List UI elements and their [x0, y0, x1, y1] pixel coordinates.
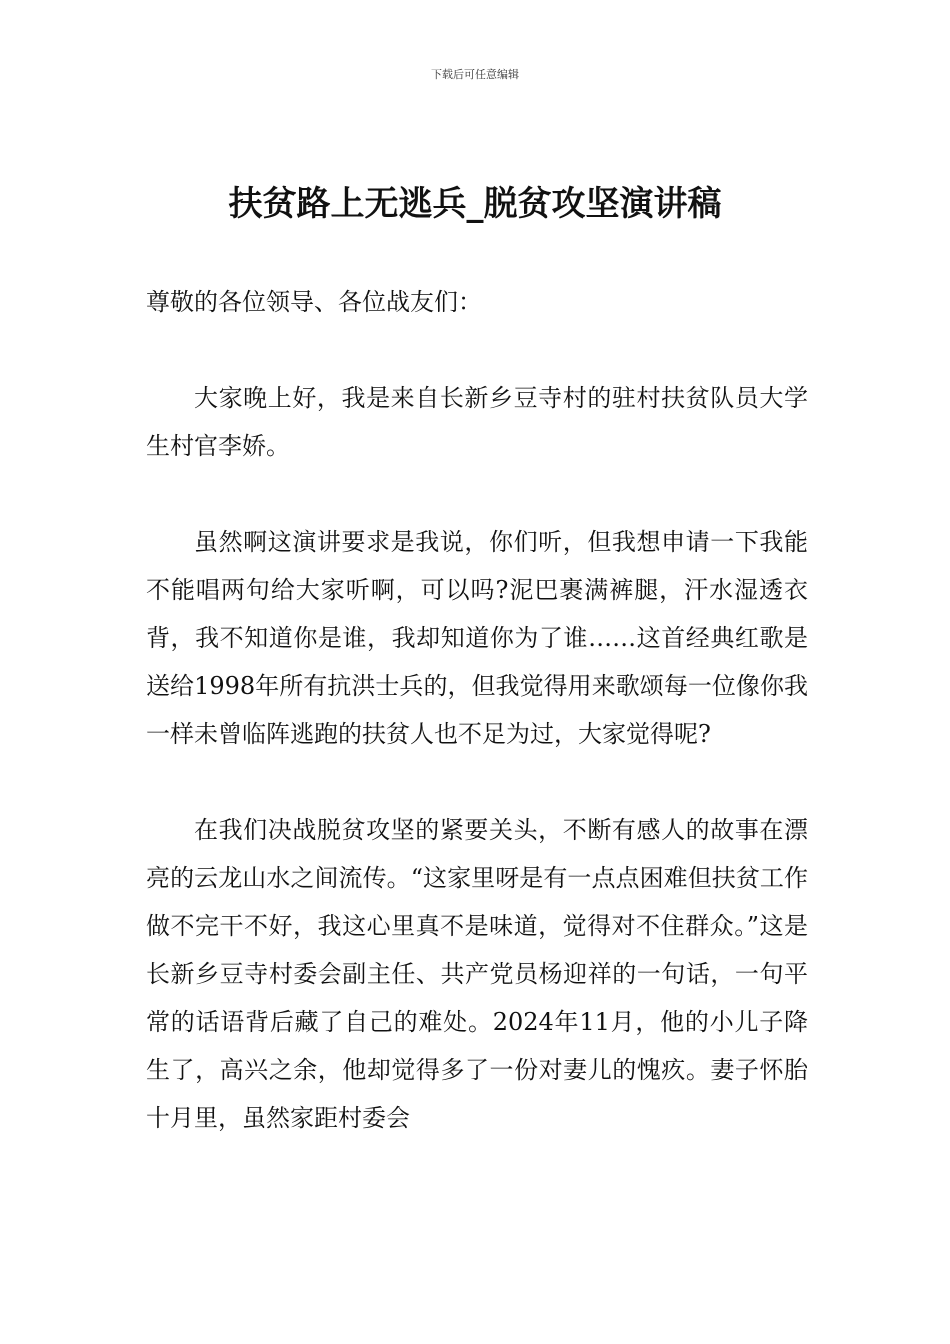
- header-note: 下载后可任意编辑: [431, 68, 519, 81]
- paragraph-3: 在我们决战脱贫攻坚的紧要关头，不断有感人的故事在漂亮的云龙山水之间流传。“这家里呀是有一点点困难但扶贫工作做不完干不好，我这心里真不是味道，觉得对不住群众。”这是长新乡豆寺村委会副主任、共产党员杨迎祥的一句话，一句平常的话语背后藏了自己的难处。2024年11月，他的小儿子降生了，高兴之余，他却觉得多了一份对妻儿的愧疚。妻子怀胎十月里，虽然家距村委会: [146, 816, 808, 1132]
- salutation: 尊敬的各位领导、各位战友们：: [146, 288, 482, 316]
- document-title: 扶贫路上无逃兵_脱贫攻坚演讲稿: [228, 184, 722, 224]
- paragraph-1: 大家晚上好，我是来自长新乡豆寺村的驻村扶贫队员大学生村官李娇。: [146, 384, 808, 460]
- paragraph-2: 虽然啊这演讲要求是我说，你们听，但我想申请一下我能不能唱两句给大家听啊，可以吗?泥巴裹满裤腿，汗水湿透衣背，我不知道你是谁，我却知道你为了谁……这首经典红歌是送给1998年所有抗洪士兵的，但我觉得用来歌颂每一位像你我一样未曾临阵逃跑的扶贫人也不足为过，大家觉得呢?: [146, 528, 808, 748]
- document-body: [146, 278, 808, 1190]
